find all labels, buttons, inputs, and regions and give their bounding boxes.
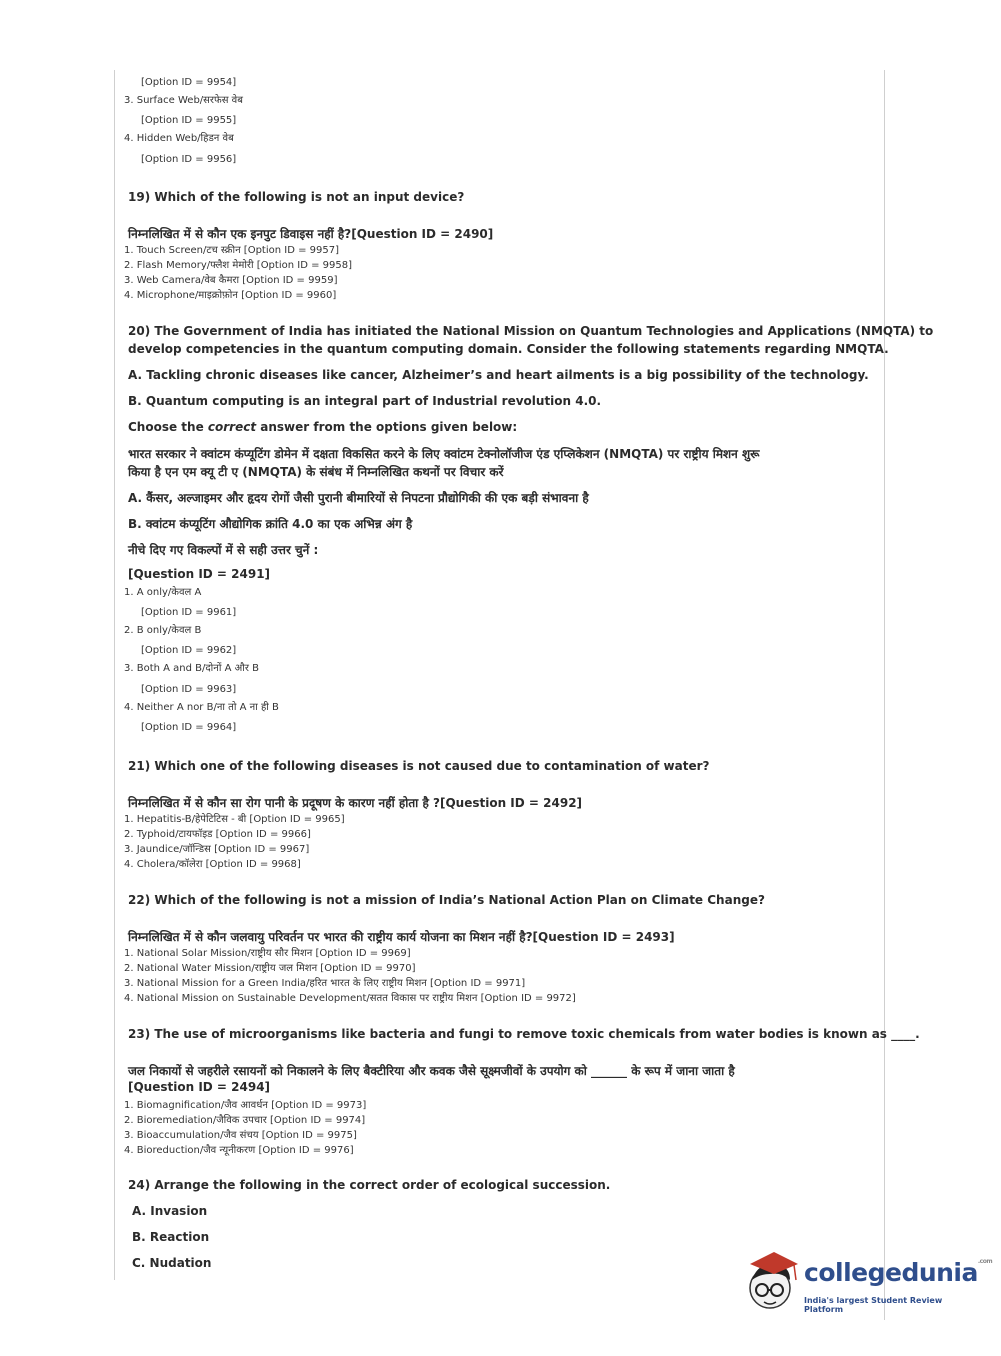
choose-pre: Choose the — [128, 420, 208, 434]
statement-a-hindi: A. कैंसर, अल्जाइमर और हृदय रोगों जैसी पुरानी बीमारियों से निपटना प्रौद्योगिकी की एक बड़ी संभावना है — [128, 491, 589, 505]
option-id: [Option ID = 9962] — [141, 645, 237, 656]
option-item: 4. Microphone/माइक्रोफ़ोन [Option ID = 9960] — [124, 290, 337, 301]
option-id: [Option ID = 9963] — [141, 684, 237, 695]
logo-tagline: India's largest Student Review Platform — [804, 1296, 943, 1314]
option-item: 3. Web Camera/वेब कैमरा [Option ID = 9959] — [124, 275, 338, 286]
option-item: 1. Biomagnification/जैव आवर्धन [Option ID = 9973] — [124, 1100, 367, 1111]
option-id: [Option ID = 9956] — [141, 154, 237, 165]
option-id: [Option ID = 9955] — [141, 115, 237, 126]
option-item: 3. Surface Web/सरफेस वेब — [124, 95, 243, 106]
succession-item: A. Invasion — [132, 1204, 208, 1218]
option-item: 2. National Water Mission/राष्ट्रीय जल मिशन [Option ID = 9970] — [124, 963, 416, 974]
choose-instruction-hindi: नीचे दिए गए विकल्पों में से सही उत्तर चुनें : — [128, 543, 319, 557]
option-item: 4. National Mission on Sustainable Development/सतत विकास पर राष्ट्रीय मिशन [Option ID = 9972] — [124, 993, 576, 1004]
question-20-hindi-line2: किया है एन एम क्यू टी ए (NMQTA) के संबंध में निम्नलिखित कथनों पर विचार करें — [128, 465, 504, 479]
right-margin-rule — [884, 70, 885, 1320]
statement-b: B. Quantum computing is an integral part of Industrial revolution 4.0. — [128, 394, 602, 408]
option-item: 3. Bioaccumulation/जैव संचय [Option ID = 9975] — [124, 1130, 357, 1141]
option-item: 1. Touch Screen/टच स्क्रीन [Option ID = 9957] — [124, 245, 339, 256]
option-item: 3. National Mission for a Green India/हरित भारत के लिए राष्ट्रीय मिशन [Option ID = 9971] — [124, 978, 526, 989]
option-item: 2. B only/केवल B — [124, 625, 202, 636]
question-20-id: [Question ID = 2491] — [128, 567, 271, 581]
succession-item: B. Reaction — [132, 1230, 210, 1244]
option-item: 1. Hepatitis-B/हेपेटिटिस - बी [Option ID = 9965] — [124, 814, 345, 825]
left-margin-rule — [114, 70, 115, 1280]
option-id: [Option ID = 9961] — [141, 607, 237, 618]
choose-post: answer from the options given below: — [256, 420, 518, 434]
logo-suffix: .com — [977, 1258, 993, 1265]
option-item: 2. Flash Memory/फ्लैश मेमोरी [Option ID = 9958] — [124, 260, 352, 271]
choose-emphasis: correct — [207, 420, 257, 434]
question-22-hindi: निम्नलिखित में से कौन जलवायु परिवर्तन पर भारत की राष्ट्रीय कार्य योजना का मिशन नहीं है?[Question ID = 2493] — [128, 930, 675, 944]
question-23-hindi: जल निकायों से जहरीले रसायनों को निकालने के लिए बैक्टीरिया और कवक जैसे सूक्ष्मजीवों के उपयोग को ______ के रूप में जाना जाता है — [128, 1064, 735, 1078]
logo-wordmark — [804, 1258, 992, 1287]
option-item: 1. National Solar Mission/राष्ट्रीय सौर मिशन [Option ID = 9969] — [124, 948, 411, 959]
succession-item: C. Nudation — [132, 1256, 212, 1270]
option-item: 3. Both A and B/दोनों A और B — [124, 663, 259, 674]
option-id: [Option ID = 9954] — [141, 77, 237, 88]
option-item: 2. Typhoid/टायफॉइड [Option ID = 9966] — [124, 829, 311, 840]
question-21-english: 21) Which one of the following diseases is not caused due to contamination of water? — [128, 759, 710, 773]
question-19-english: 19) Which of the following is not an input device? — [128, 190, 465, 204]
question-22-english: 22) Which of the following is not a mission of India’s National Action Plan on Climate Change? — [128, 893, 765, 907]
question-20-english-line2: develop competencies in the quantum computing domain. Consider the following statements regarding NMQTA. — [128, 342, 889, 356]
question-20-english-line1: 20) The Government of India has initiated the National Mission on Quantum Technologies and Applications (NMQTA) to — [128, 324, 934, 338]
statement-b-hindi: B. क्वांटम कंप्यूटिंग औद्योगिक क्रांति 4.0 का एक अभिन्न अंग है — [128, 517, 413, 531]
logo-word: collegedunia — [804, 1258, 978, 1287]
question-24-english: 24) Arrange the following in the correct order of ecological succession. — [128, 1178, 611, 1192]
option-item: 3. Jaundice/जॉन्डिस [Option ID = 9967] — [124, 844, 310, 855]
option-item: 1. A only/केवल A — [124, 587, 202, 598]
option-item: 4. Neither A nor B/ना तो A ना ही B — [124, 702, 279, 713]
mascot-icon — [744, 1250, 804, 1318]
question-20-hindi-line1: भारत सरकार ने क्वांटम कंप्यूटिंग डोमेन में दक्षता विकसित करने के लिए क्वांटम टेक्नोलॉजीज एंड एप्लिकेशन (NMQTA) पर राष्ट्रीय मिशन शुरू — [128, 447, 760, 461]
question-19-hindi: निम्नलिखित में से कौन एक इनपुट डिवाइस नहीं है?[Question ID = 2490] — [128, 227, 494, 241]
option-item: 2. Bioremediation/जैविक उपचार [Option ID = 9974] — [124, 1115, 366, 1126]
option-item: 4. Cholera/कॉलेरा [Option ID = 9968] — [124, 859, 301, 870]
option-item: 4. Bioreduction/जैव न्यूनीकरण [Option ID = 9976] — [124, 1145, 354, 1156]
collegedunia-logo — [744, 1250, 993, 1318]
statement-a: A. Tackling chronic diseases like cancer, Alzheimer’s and heart ailments is a big possibility of the technology. — [128, 368, 869, 382]
choose-instruction — [128, 420, 517, 434]
question-21-hindi: निम्नलिखित में से कौन सा रोग पानी के प्रदूषण के कारण नहीं होता है ?[Question ID = 2492] — [128, 796, 583, 810]
option-id: [Option ID = 9964] — [141, 722, 237, 733]
question-23-id: [Question ID = 2494] — [128, 1080, 271, 1094]
question-23-english: 23) The use of microorganisms like bacteria and fungi to remove toxic chemicals from water bodies is known as ____. — [128, 1027, 920, 1041]
option-item: 4. Hidden Web/हिडन वेब — [124, 133, 234, 144]
